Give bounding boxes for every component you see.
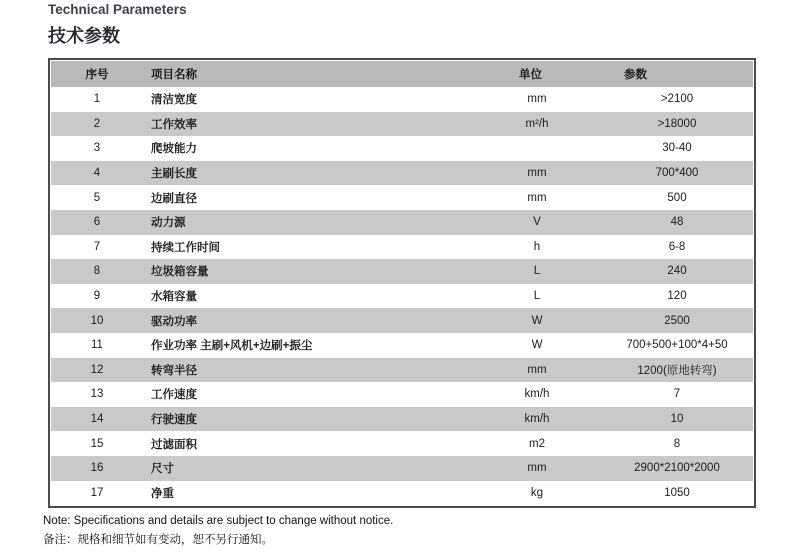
cell-param: 7: [673, 388, 681, 401]
table-header-row: [51, 61, 753, 87]
cell-name: 持续工作时间: [151, 241, 220, 254]
table-row: [51, 235, 753, 260]
cell-name: 转弯半径: [151, 364, 197, 377]
cell-name: 主刷长度: [151, 168, 197, 181]
cell-no: 3: [93, 142, 101, 155]
table-row: [51, 481, 753, 506]
cell-unit: mm: [527, 191, 547, 204]
table-row: [51, 431, 753, 456]
cell-name: 行驶速度: [151, 414, 197, 427]
cell-param: 700*400: [655, 167, 699, 180]
cell-no: 8: [93, 265, 101, 278]
table-row: [51, 358, 753, 383]
cell-name: 作业功率 主刷+风机+边刷+振尘: [151, 340, 313, 353]
cell-no: 14: [90, 413, 104, 426]
cell-name: 垃圾箱容量: [151, 266, 209, 279]
cell-param: 6-8: [668, 240, 686, 253]
table-row: [51, 259, 753, 284]
cell-unit: m²/h: [525, 117, 549, 130]
cell-param: >18000: [657, 117, 697, 130]
cell-no: 5: [93, 191, 101, 204]
cell-name: 动力源: [151, 217, 186, 230]
header-cell-name: 项目名称: [151, 69, 197, 81]
cell-no: 9: [93, 290, 101, 303]
table-row: [51, 407, 753, 432]
cell-no: 16: [90, 462, 104, 475]
cell-unit: km/h: [524, 413, 550, 426]
cell-unit: kg: [530, 486, 544, 499]
header-cell-unit: 单位: [519, 69, 542, 81]
cell-unit: V: [533, 216, 541, 229]
cell-param: 240: [667, 265, 687, 278]
cell-unit: L: [533, 265, 541, 278]
cell-param: 500: [667, 191, 687, 204]
cell-unit: m2: [529, 437, 545, 450]
cell-param: >2100: [660, 93, 694, 106]
cell-no: 13: [90, 388, 104, 401]
cell-no: 12: [90, 363, 104, 376]
cell-name: 边刷直径: [151, 192, 197, 205]
cell-unit: km/h: [524, 388, 550, 401]
cell-name: 驱动功率: [151, 315, 197, 328]
cell-name: 尺寸: [151, 463, 174, 476]
table-row: [51, 136, 753, 161]
cell-name: 净重: [151, 487, 174, 500]
table-row: [51, 308, 753, 333]
table-row: [51, 333, 753, 358]
header-cell-param: 参数: [624, 69, 647, 81]
table-row: [51, 185, 753, 210]
table-body: [51, 87, 753, 505]
cell-no: 15: [90, 437, 104, 450]
cell-name: 爬坡能力: [151, 143, 197, 156]
cell-unit: W: [531, 339, 543, 352]
cell-no: 11: [91, 339, 103, 352]
cell-unit: W: [531, 314, 543, 327]
header-cell-no: 序号: [85, 69, 109, 81]
table-row: [51, 210, 753, 235]
table-row: [51, 382, 753, 407]
cell-param: 700+500+100*4+50: [626, 339, 728, 352]
cell-unit: L: [533, 290, 541, 303]
table-row: [51, 87, 753, 112]
table-row: [51, 161, 753, 186]
cell-param: 8: [673, 437, 681, 450]
cell-param: 1050: [664, 486, 690, 499]
cell-param: 30-40: [662, 142, 692, 155]
cell-param: 2500: [664, 314, 690, 327]
table-row: [51, 112, 753, 137]
note-zh: 备注：规格和细节如有变动，恕不另行通知。: [43, 534, 273, 546]
cell-no: 1: [93, 93, 101, 106]
cell-name: 过滤面积: [151, 438, 197, 451]
cell-name: 清洁宽度: [151, 94, 197, 107]
cell-name: 工作速度: [151, 389, 197, 402]
cell-name: 工作效率: [151, 118, 197, 131]
table-row: [51, 456, 753, 481]
table-row: [51, 284, 753, 309]
cell-no: 7: [93, 240, 101, 253]
cell-unit: mm: [527, 462, 547, 475]
page-title-zh: 技术参数: [48, 26, 120, 46]
cell-unit: h: [533, 240, 541, 253]
cell-param: 10: [670, 413, 684, 426]
note-en: Note: Specifications and details are subject to change without notice.: [43, 515, 394, 527]
page-title-en: Technical Parameters: [48, 2, 187, 17]
cell-param: 48: [670, 216, 684, 229]
cell-param: 1200(原地转弯): [637, 364, 717, 377]
cell-no: 10: [90, 314, 104, 327]
cell-unit: mm: [527, 363, 547, 376]
cell-param: 120: [667, 290, 687, 303]
cell-unit: mm: [527, 93, 547, 106]
cell-no: 4: [93, 167, 101, 180]
cell-name: 水箱容量: [151, 291, 197, 304]
cell-param: 2900*2100*2000: [634, 462, 720, 475]
cell-no: 2: [93, 117, 101, 130]
cell-no: 6: [93, 216, 101, 229]
cell-unit: mm: [527, 167, 547, 180]
technical-parameters-table: [48, 58, 756, 508]
cell-no: 17: [90, 486, 104, 499]
